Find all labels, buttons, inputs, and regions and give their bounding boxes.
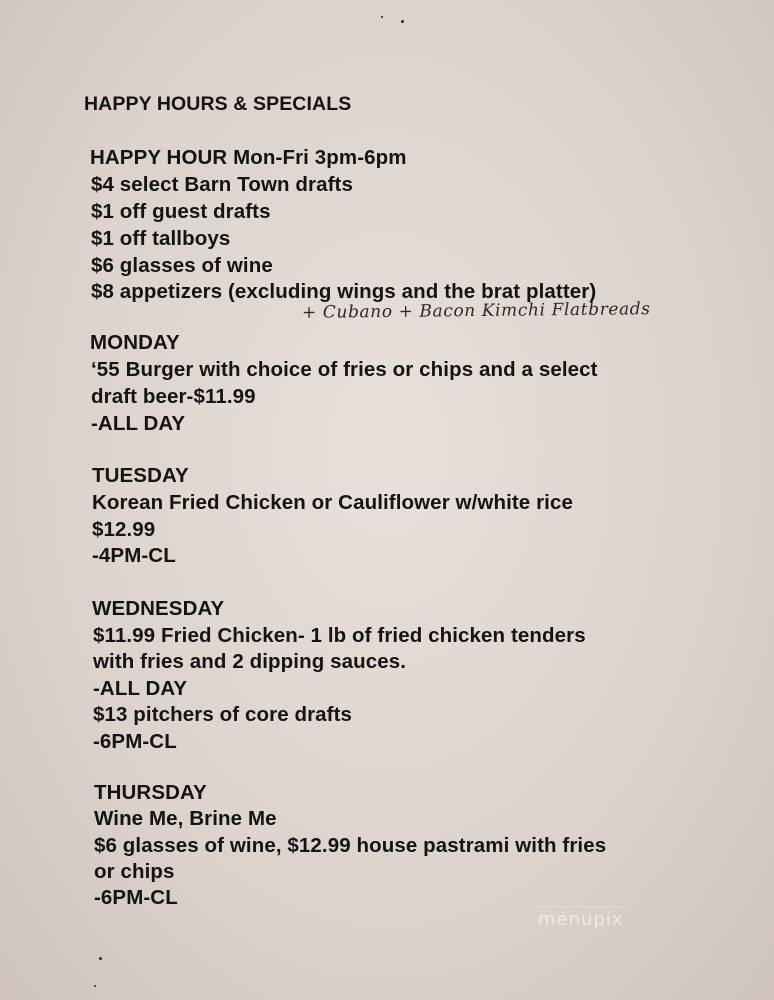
paper-speck (94, 985, 96, 987)
special-line: Korean Fried Chicken or Cauliflower w/white rice (92, 491, 573, 514)
special-line: -ALL DAY (93, 677, 188, 700)
handwritten-note: + Cubano + Bacon Kimchi Flatbreads (301, 299, 651, 323)
day-heading-monday: MONDAY (90, 331, 180, 354)
special-line: Wine Me, Brine Me (94, 807, 277, 830)
happy-hour-item: $6 glasses of wine (91, 254, 273, 277)
page-title: HAPPY HOURS & SPECIALS (84, 93, 352, 115)
special-line: with fries and 2 dipping sauces. (93, 650, 407, 673)
happy-hour-item: $8 appetizers (excluding wings and the brat platter) (91, 280, 597, 303)
paper-speck (381, 16, 383, 18)
happy-hour-item: $1 off tallboys (91, 227, 231, 250)
special-line: $13 pitchers of core drafts (93, 703, 353, 726)
happy-hour-heading: HAPPY HOUR Mon-Fri 3pm-6pm (90, 146, 407, 169)
special-line: draft beer-$11.99 (91, 385, 256, 408)
happy-hour-item: $1 off guest drafts (91, 200, 271, 223)
day-heading-thursday: THURSDAY (94, 781, 207, 804)
paper-speck (401, 20, 404, 23)
special-line: ‘55 Burger with choice of fries or chips and a select (91, 358, 598, 381)
day-heading-tuesday: TUESDAY (92, 464, 189, 487)
special-line: -6PM-CL (93, 730, 177, 753)
special-line: -ALL DAY (91, 412, 186, 435)
paper-speck (99, 957, 102, 960)
happy-hour-item: $4 select Barn Town drafts (91, 173, 353, 196)
special-line: $6 glasses of wine, $12.99 house pastrami with fries (94, 834, 607, 857)
special-line: $12.99 (92, 518, 156, 541)
day-heading-wednesday: WEDNESDAY (92, 597, 225, 620)
special-line: -4PM-CL (92, 544, 176, 567)
special-line: $11.99 Fried Chicken- 1 lb of fried chicken tenders (93, 624, 586, 647)
special-line: or chips (94, 860, 175, 883)
special-line: -6PM-CL (94, 886, 178, 909)
watermark: menupix (538, 906, 624, 930)
